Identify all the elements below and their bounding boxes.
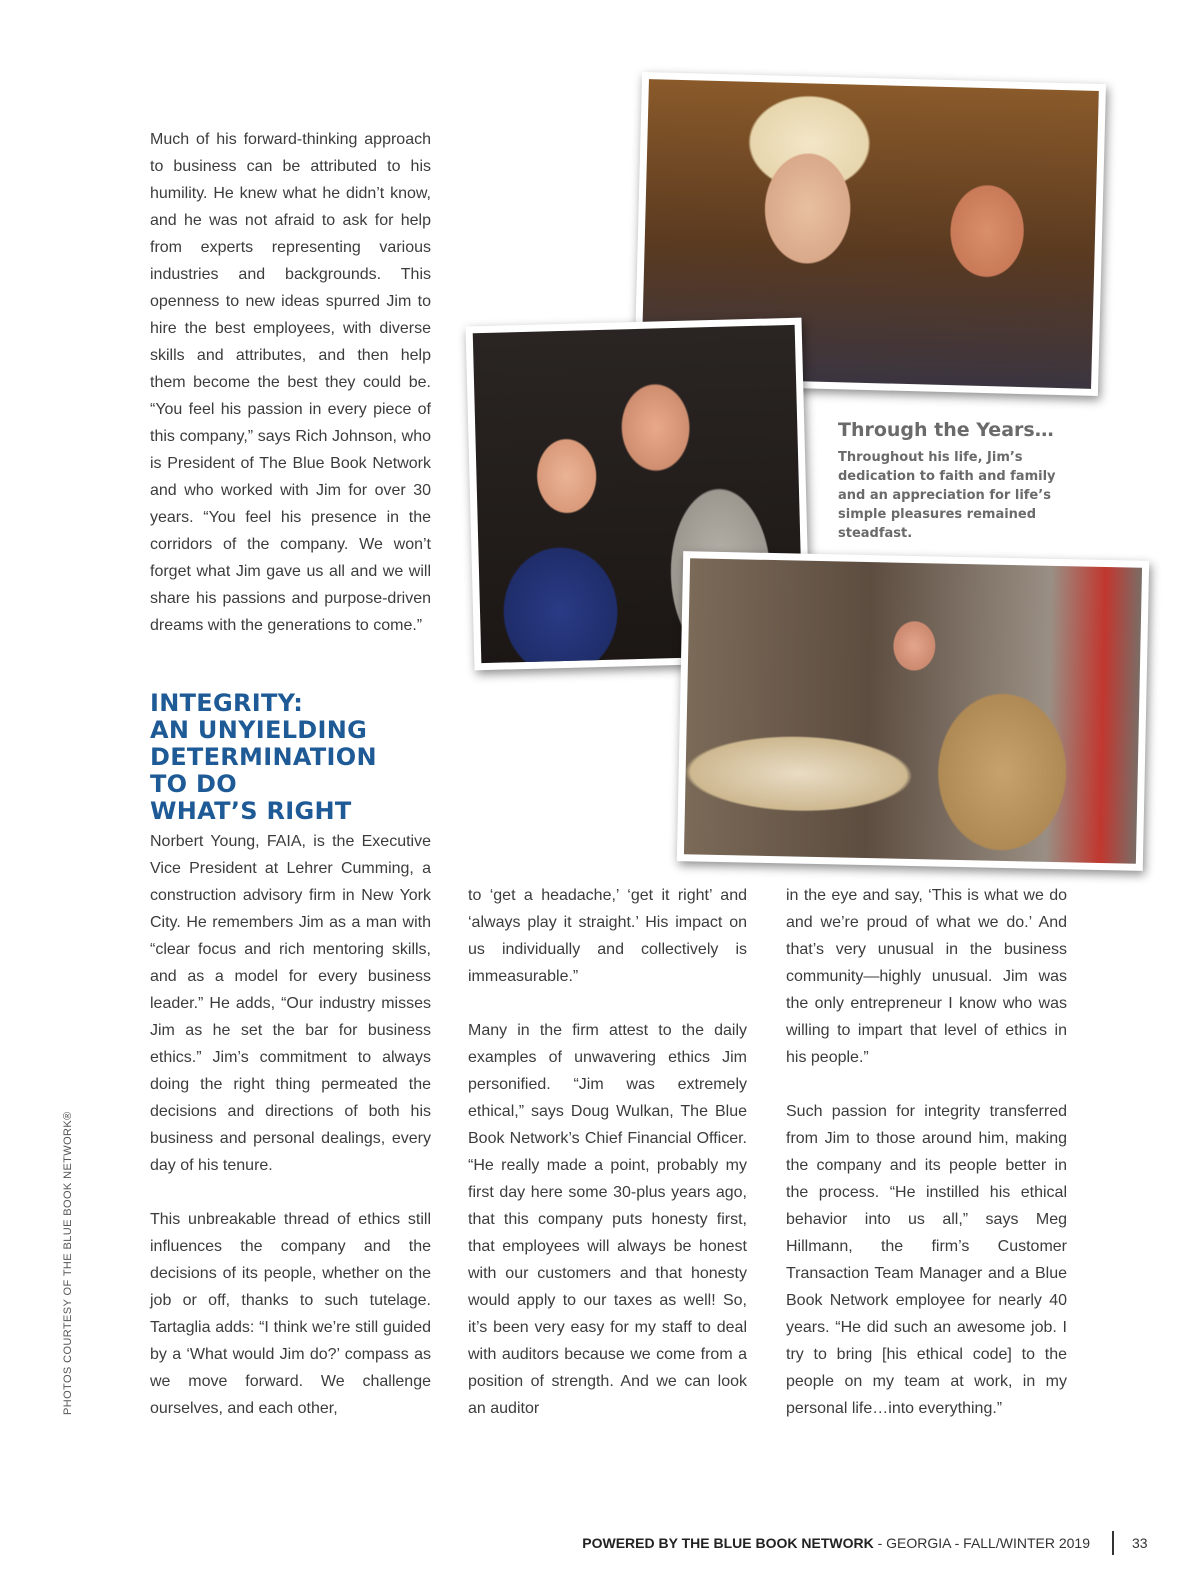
paragraph: to ‘get a headache,’ ‘get it right’ and ‘always play it straight.’ His impact on us individually and collectively is immeasurable.” xyxy=(468,887,747,985)
footer-issue: - GEORGIA - FALL/WINTER 2019 xyxy=(873,1535,1090,1551)
photo-bakery-window xyxy=(677,551,1149,871)
section-heading xyxy=(150,690,440,825)
paragraph: Such passion for integrity transferred from Jim to those around him, making the company and its people better in the process. “He instilled his ethical behavior into us all,” says Meg Hillmann, the firm’s Customer Transaction Team Manager and a Blue Book Network employee for nearly 40 years. “He did such an awesome job. I try to bring [his ethical code] to the people on my team at work, in my personal life…into everything.” xyxy=(786,1103,1067,1417)
footer-brand: POWERED BY THE BLUE BOOK NETWORK xyxy=(582,1535,874,1551)
article-column-3 xyxy=(786,882,1067,1422)
photo-caption xyxy=(838,418,1078,543)
page-footer xyxy=(582,1535,1090,1551)
article-column-2 xyxy=(468,882,747,1422)
heading-line: DETERMINATION xyxy=(150,743,377,771)
photo-image xyxy=(684,558,1142,863)
page-number: 33 xyxy=(1132,1535,1148,1551)
paragraph: Many in the firm attest to the daily examples of unwavering ethics Jim personified. “Jim was extremely ethical,” says Doug Wulkan, The Blue Book Network’s Chief Financial Officer. “He really made a point, probably my first day here some 30-plus years ago, that this company puts honesty first, that employees will always be honest with our customers and that honesty would apply to our taxes as well! So, it’s been very easy for my staff to deal with auditors because we come from a position of strength. And we can look an auditor xyxy=(468,1022,747,1417)
article-column-1-top xyxy=(150,126,431,639)
article-column-1-bottom xyxy=(150,828,431,1422)
photo-credit: PHOTOS COURTESY OF THE BLUE BOOK NETWORK® xyxy=(62,1111,74,1415)
paragraph: Much of his forward-thinking approach to business can be attributed to his humility. He knew what he didn’t know, and he was not afraid to ask for help from experts representing various industries and backgrounds. This openness to new ideas spurred Jim to hire the best employees, with diverse skills and attributes, and then help them become the best they could be. “You feel his passion in every piece of this company,” says Rich Johnson, who is President of The Blue Book Network and who worked with Jim for over 30 years. “You feel his presence in the corridors of the company. We won’t forget what Jim gave us all and we will share his passions and purpose-driven dreams with the generations to come.” xyxy=(150,131,431,634)
paragraph: This unbreakable thread of ethics still influences the company and the decisions of its people, whether on the job or off, thanks to such tutelage. Tartaglia adds: “I think we’re still guided by a ‘What would Jim do?’ compass as we move forward. We challenge ourselves, and each other, xyxy=(150,1211,431,1417)
caption-body: Throughout his life, Jim’s dedication to faith and family and an appreciation for life’s simple pleasures remained steadfast. xyxy=(838,450,1056,541)
heading-line: TO DO xyxy=(150,770,237,798)
paragraph: in the eye and say, ‘This is what we do and we’re proud of what we do.’ And that’s very unusual in the business community—highly unusual. Jim was the only entrepreneur I know who was willing to impart that level of ethics in his people.” xyxy=(786,887,1067,1066)
heading-line: AN UNYIELDING xyxy=(150,716,368,744)
heading-line: WHAT’S RIGHT xyxy=(150,797,352,825)
caption-title: Through the Years… xyxy=(838,419,1054,441)
paragraph: Norbert Young, FAIA, is the Executive Vice President at Lehrer Cumming, a construction advisory firm in New York City. He remembers Jim as a man with “clear focus and rich mentoring skills, and as a model for every business leader.” He adds, “Our industry misses Jim as he set the bar for business ethics.” Jim’s commitment to always doing the right thing permeated the decisions and directions of both his business and personal dealings, every day of his tenure. xyxy=(150,833,431,1174)
footer-divider xyxy=(1112,1531,1114,1555)
heading-line: INTEGRITY: xyxy=(150,689,304,717)
